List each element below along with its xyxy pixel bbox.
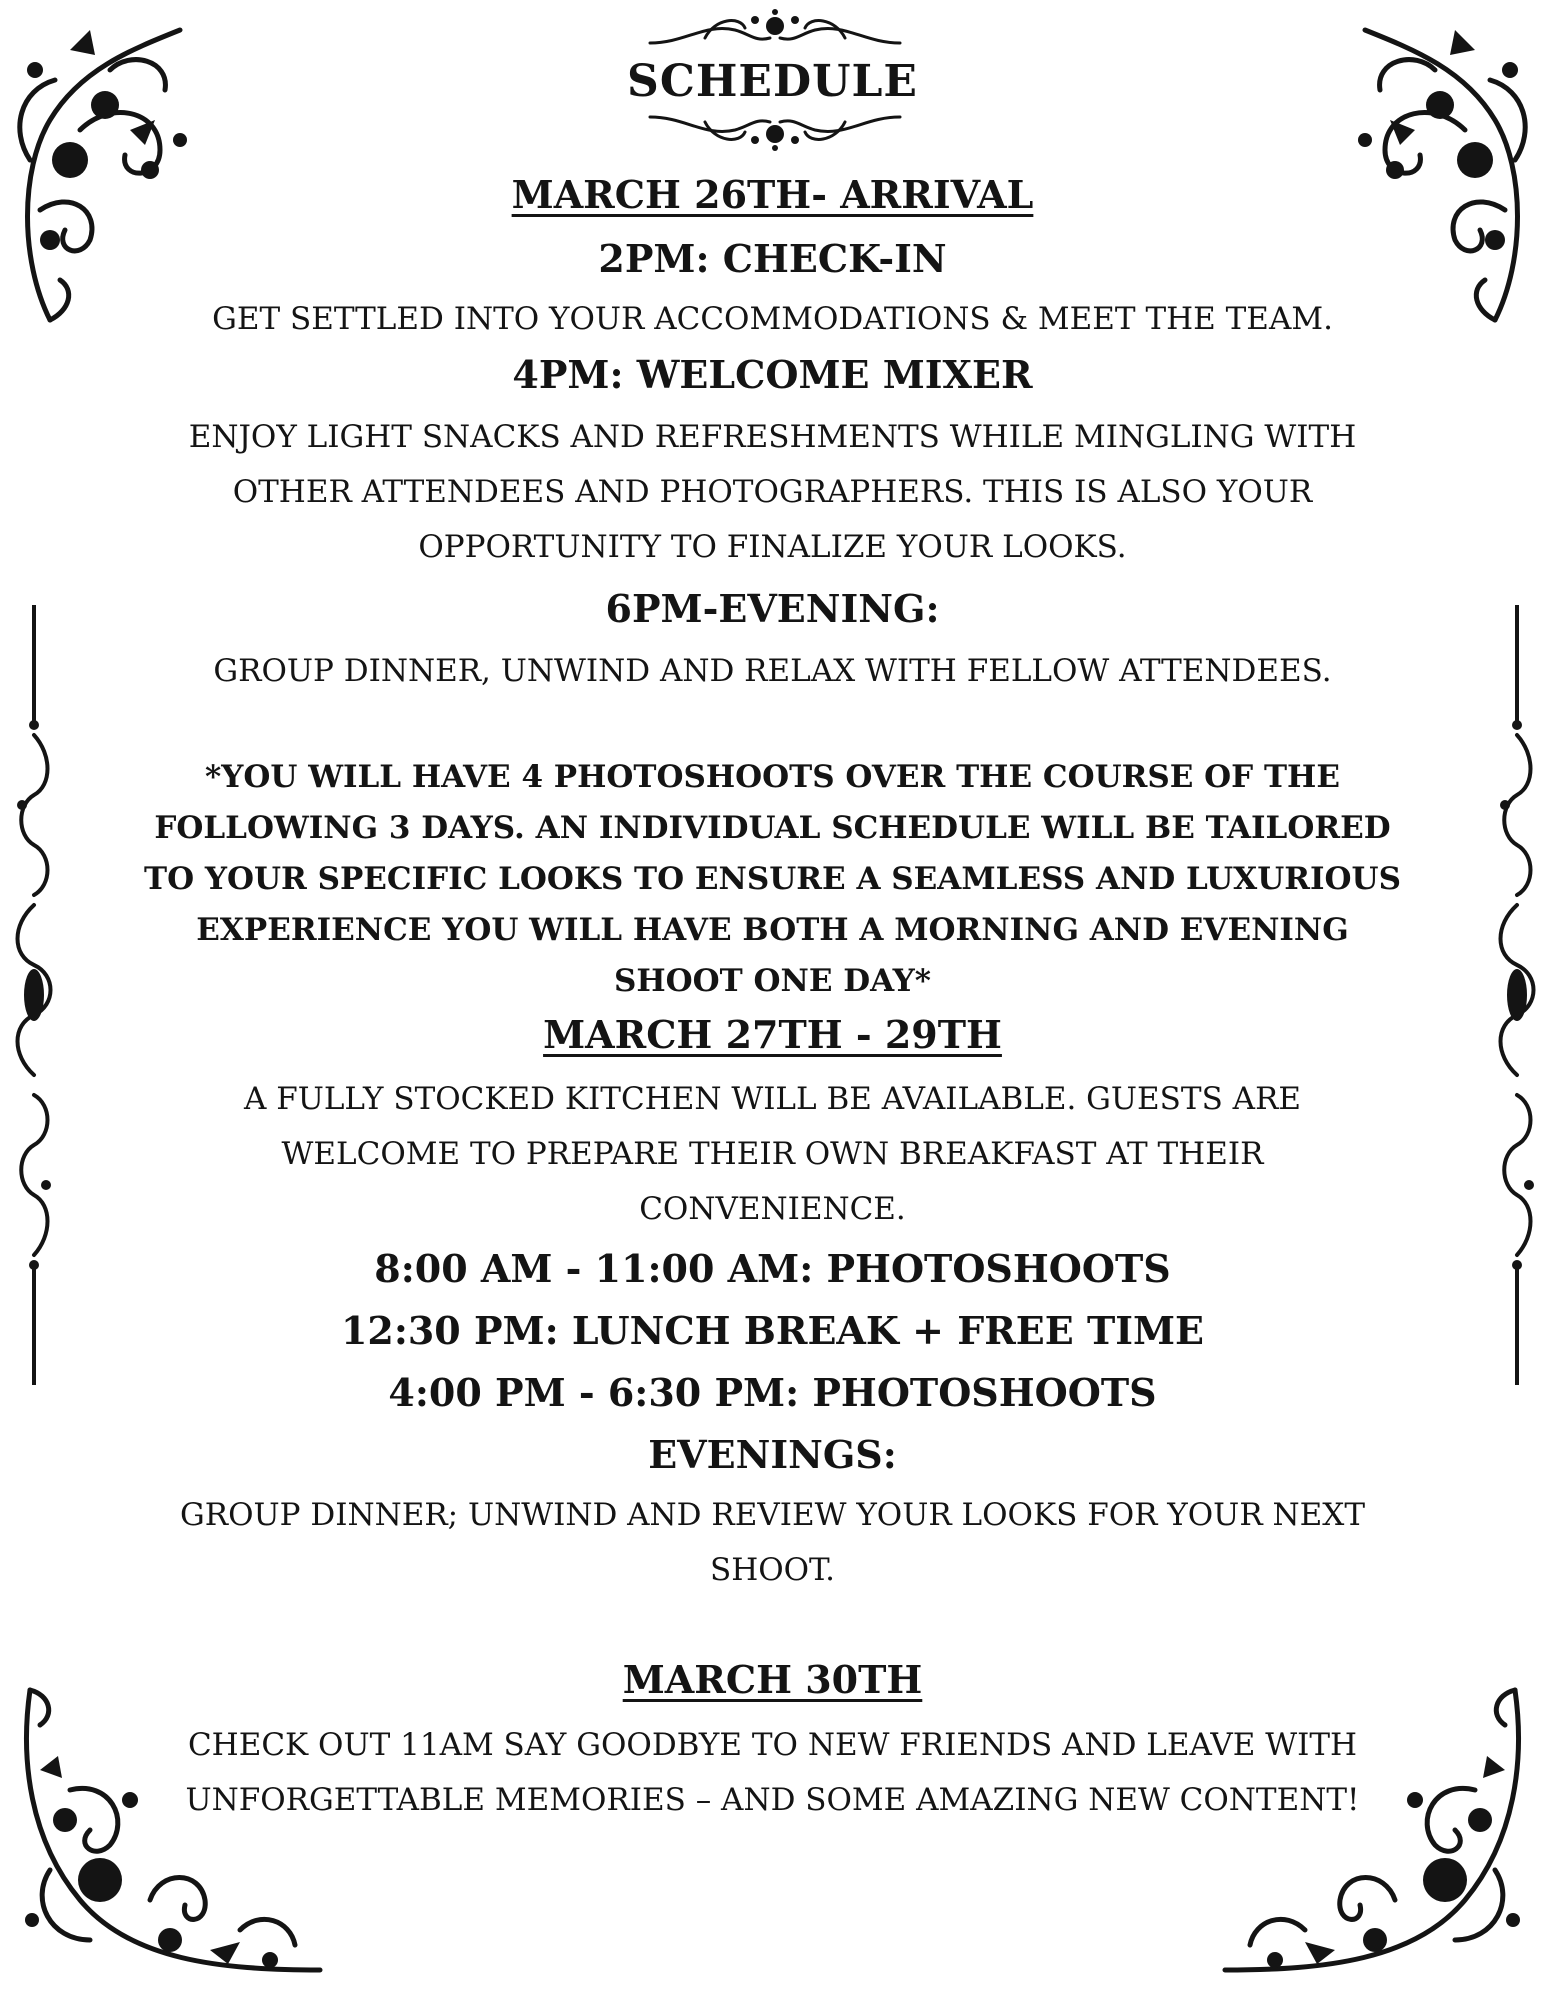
mixer-description: ENJOY LIGHT SNACKS AND REFRESHMENTS WHILE MINGLING WITH OTHER ATTENDEES AND PHOTOGRAPHERS. THIS IS ALSO YOUR OPPORTUNITY TO FINALIZE YOUR LOOKS. [188, 419, 1357, 565]
departure-date-heading: MARCH 30TH [622, 1657, 923, 1702]
departure-description: CHECK OUT 11AM SAY GOODBYE TO NEW FRIENDS AND LEAVE WITH UNFORGETTABLE MEMORIES – AND SOME AMAZING NEW CONTENT! [185, 1727, 1360, 1818]
title-flourish-top [645, 8, 905, 50]
evening-description: GROUP DINNER, UNWIND AND RELAX WITH FELLOW ATTENDEES. [213, 653, 1332, 689]
mixer-time: 4PM: WELCOME MIXER [512, 352, 1033, 397]
page-title: SCHEDULE [627, 56, 918, 107]
checkin-time: 2PM: CHECK-IN [598, 236, 947, 281]
shoot-days-date-heading: MARCH 27TH - 29TH [543, 1012, 1002, 1057]
evening-time: 6PM-EVENING: [605, 586, 940, 631]
kitchen-description: A FULLY STOCKED KITCHEN WILL BE AVAILABLE. GUESTS ARE WELCOME TO PREPARE THEIR OWN BREAKFAST AT THEIR CONVENIENCE. [243, 1081, 1302, 1227]
side-flourish-left [12, 605, 57, 1385]
afternoon-photoshoots: 4:00 PM - 6:30 PM: PHOTOSHOOTS [388, 1370, 1157, 1415]
checkin-description: GET SETTLED INTO YOUR ACCOMMODATIONS & MEET THE TEAM. [212, 301, 1333, 337]
morning-photoshoots: 8:00 AM - 11:00 AM: PHOTOSHOOTS [374, 1246, 1171, 1291]
evenings-label: EVENINGS: [648, 1432, 897, 1477]
lunch-break: 12:30 PM: LUNCH BREAK + FREE TIME [340, 1308, 1205, 1353]
evenings-description: GROUP DINNER; UNWIND AND REVIEW YOUR LOOKS FOR YOUR NEXT SHOOT. [179, 1497, 1366, 1588]
side-flourish-right [1495, 605, 1540, 1385]
arrival-date-heading: MARCH 26TH- ARRIVAL [511, 172, 1034, 217]
photoshoot-note: *YOU WILL HAVE 4 PHOTOSHOOTS OVER THE COURSE OF THE FOLLOWING 3 DAYS. AN INDIVIDUAL SCHEDULE WILL BE TAILORED TO YOUR SPECIFIC LOOKS TO ENSURE A SEAMLESS AND LUXURIOUS EXPERIENCE YOU WILL HAVE BOTH A MORNING AND EVENING SHOOT ONE DAY* [144, 759, 1401, 999]
title-flourish-bottom [645, 110, 905, 152]
